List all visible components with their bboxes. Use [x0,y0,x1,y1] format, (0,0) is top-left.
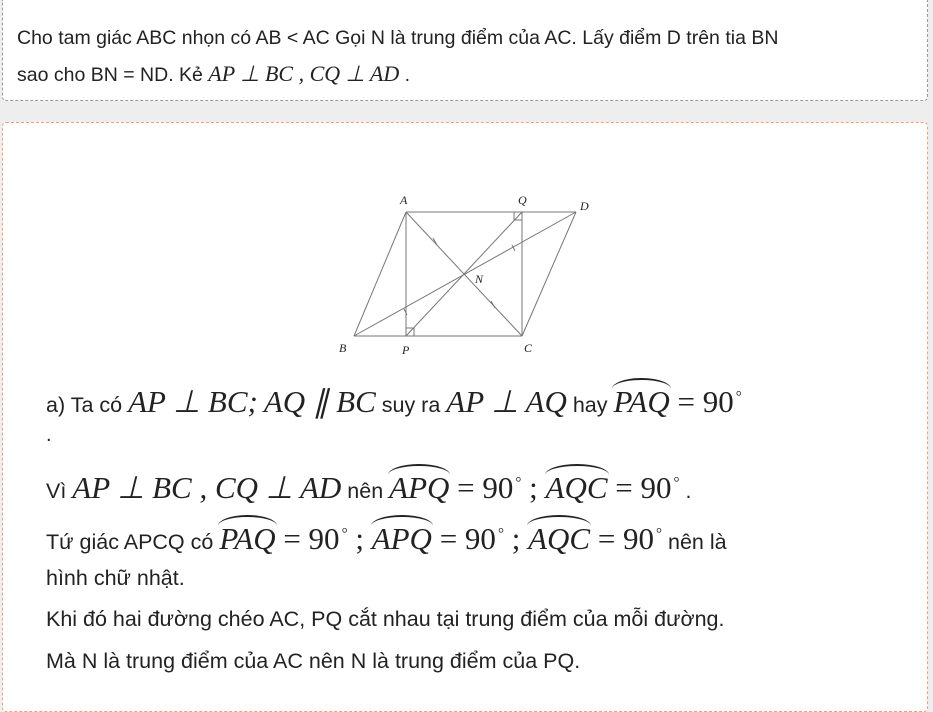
eq-90: = 90 [590,521,655,556]
eq-90: = 90 [275,521,340,556]
angle-aqc: AQC [546,464,608,506]
angle-paq: PAQ [219,515,275,557]
label-c: C [524,341,533,355]
text-ma: Mà N là trung điểm của AC nên N là trung điểm của PQ. [46,649,581,673]
segment-dc [522,212,576,336]
angle-aqc: AQC [528,515,590,557]
problem-box [2,0,928,101]
eq-90: = 90 [669,384,734,419]
label-p: P [402,343,410,357]
problem-line-2-end: . [399,64,411,86]
math-a1: AP ⊥ BC; [128,384,258,419]
text-tg-end: nên là [662,530,727,554]
label-n: N [475,272,484,286]
problem-line-2-text: sao cho BN = ND. Kẻ [17,64,209,86]
angle-apq: APQ [372,515,432,557]
eq-90: = 90 [607,470,672,505]
math-sep: , [293,61,310,86]
text-a-suyra: suy ra [375,393,447,417]
segment-ba [354,212,406,336]
label-a: A [400,193,408,207]
label-d: D [580,199,589,213]
eq-90: = 90 [449,470,514,505]
math-semi: ; [521,470,546,505]
text-vi-nen: nên [341,479,390,503]
text-vi-end: . [679,479,692,503]
math-vi1: AP ⊥ BC [72,470,192,505]
tick-nc [491,301,495,308]
geometry-figure [336,188,606,358]
text-khi-do: Khi đó hai đường chéo AC, PQ cắt nhau tại trung điểm của mỗi đường. [46,607,725,631]
math-a3: AP ⊥ AQ [446,384,567,419]
angle-apq: APQ [389,464,449,506]
math-semi: ; [503,521,529,556]
segment-bd [354,212,576,336]
math-cq-perp-ad: CQ ⊥ AD [309,61,400,86]
solution-line-tugiac: Tứ giác APCQ có PAQ = 90 ° ; APQ = 90 ° ; AQC = 90 ° nên là [46,515,727,557]
text-tg: Tứ giác APCQ có [46,530,220,554]
text-a-hay: hay [566,393,614,417]
problem-line-1: Cho tam giác ABC nhọn có AB < AC Gọi N là trung điểm của AC. Lấy điểm D trên tia BN [17,27,779,49]
eq-90: = 90 [431,521,496,556]
math-vi-sep: , [191,470,215,505]
math-semi: ; [347,521,372,556]
angle-paq: PAQ [613,378,669,420]
text-tg-line2: hình chữ nhật. [46,566,185,590]
solution-line-vi: Vì AP ⊥ BC , CQ ⊥ AD nên APQ = 90 ° ; AQC = 90 ° . [46,464,691,506]
math-a2: AQ ∥ BC [263,384,376,419]
problem-text [17,20,917,93]
problem-line-2 [17,56,917,93]
math-ap-perp-bc: AP ⊥ BC [208,61,294,86]
solution-line-a: a) Ta có AP ⊥ BC; AQ ∥ BC suy ra AP ⊥ AQ hay PAQ = 90 ° [46,378,742,420]
text-a-dot: . [46,424,52,446]
text-vi: Vì [46,479,73,503]
label-b: B [339,341,347,355]
text-a-prefix: a) Ta có [46,393,129,417]
label-q: Q [518,193,527,207]
math-vi2: CQ ⊥ AD [214,470,342,505]
